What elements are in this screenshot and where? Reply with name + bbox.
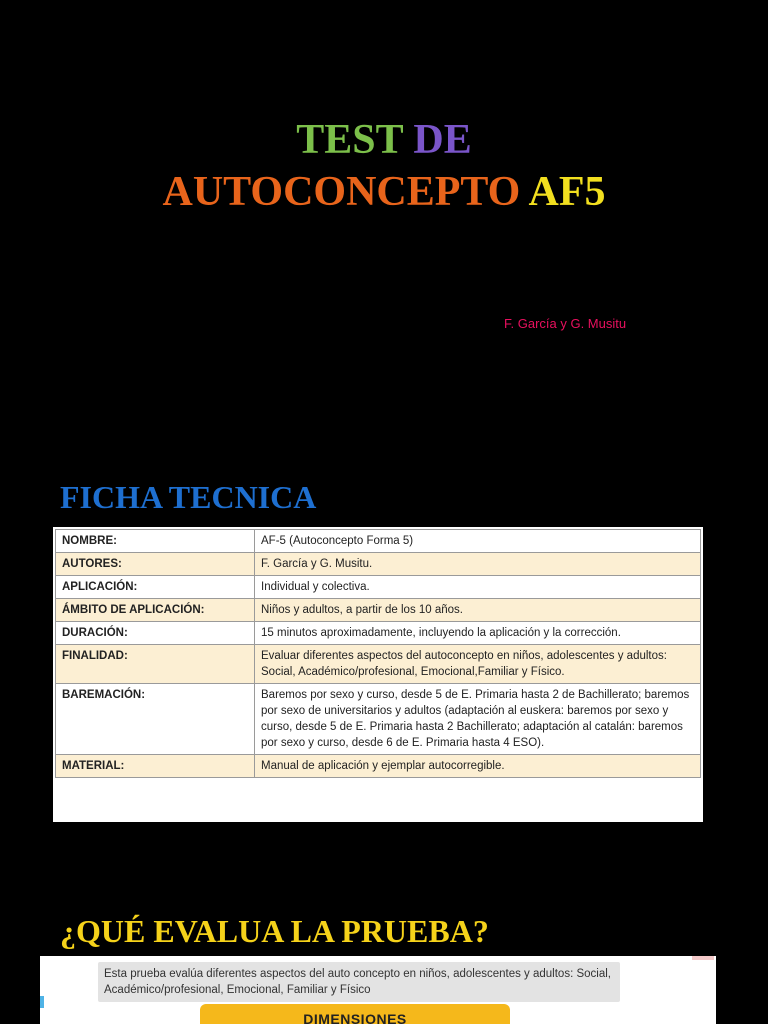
table-key-cell: DURACIÓN: [56,622,255,645]
table-row [56,622,701,645]
table-row [56,530,701,553]
table-value-cell: Baremos por sexo y curso, desde 5 de E. Primaria hasta 2 de Bachillerato; baremos por sexo de universitarios y adultos (adaptación al euskera: baremos por sexo y curso, desde 5 de E. Primaria hasta 2 Bachillerato; adaptación al catalán: baremos por sexo y curso, desde 6 de E. Primaria hasta 4 ESO). [255,684,701,755]
authors-credit: F. García y G. Musitu [504,316,627,331]
title-line-2 [0,166,768,218]
table-value-cell: AF-5 (Autoconcepto Forma 5) [255,530,701,553]
table-key-cell: FINALIDAD: [56,645,255,684]
table-row [56,684,701,755]
table-value-cell: 15 minutos aproximadamente, incluyendo la aplicación y la corrección. [255,622,701,645]
dimensiones-banner: DIMENSIONES [200,1004,510,1024]
table-key-cell: NOMBRE: [56,530,255,553]
table-row [56,755,701,778]
table-key-cell: ÁMBITO DE APLICACIÓN: [56,599,255,622]
table-value-cell: Niños y adultos, a partir de los 10 años. [255,599,701,622]
evalua-image-panel [40,956,716,1024]
table-row [56,599,701,622]
title-line-1 [0,114,768,166]
table-key-cell: BAREMACIÓN: [56,684,255,755]
title-word-autoconcepto: AUTOCONCEPTO [162,169,521,215]
table-row [56,553,701,576]
table-key-cell: AUTORES: [56,553,255,576]
ficha-tecnica-table-image [53,527,703,822]
title-word-af5: AF5 [528,169,606,215]
table-value-cell: Evaluar diferentes aspectos del autoconcepto en niños, adolescentes y adultos: Social, Académico/profesional, Emocional,Familiar y Físico. [255,645,701,684]
table-row [56,645,701,684]
table-key-cell: MATERIAL: [56,755,255,778]
table-value-cell: F. García y G. Musitu. [255,553,701,576]
table-key-cell: APLICACIÓN: [56,576,255,599]
evalua-description: Esta prueba evalúa diferentes aspectos del auto concepto en niños, adolescentes y adultos: Social, Académico/profesional, Emocional, Familiar y Físico [98,962,620,1002]
table-value-cell: Individual y colectiva. [255,576,701,599]
table-value-cell: Manual de aplicación y ejemplar autocorregible. [255,755,701,778]
corner-mark [692,956,714,960]
ficha-tecnica-table [55,529,701,778]
accent-strip [40,996,44,1008]
que-evalua-heading: ¿QUÉ EVALUA LA PRUEBA? [60,913,489,949]
table-row [56,576,701,599]
title-word-test: TEST [296,117,403,163]
ficha-tecnica-heading: FICHA TECNICA [60,479,317,515]
title-word-de: DE [413,117,472,163]
